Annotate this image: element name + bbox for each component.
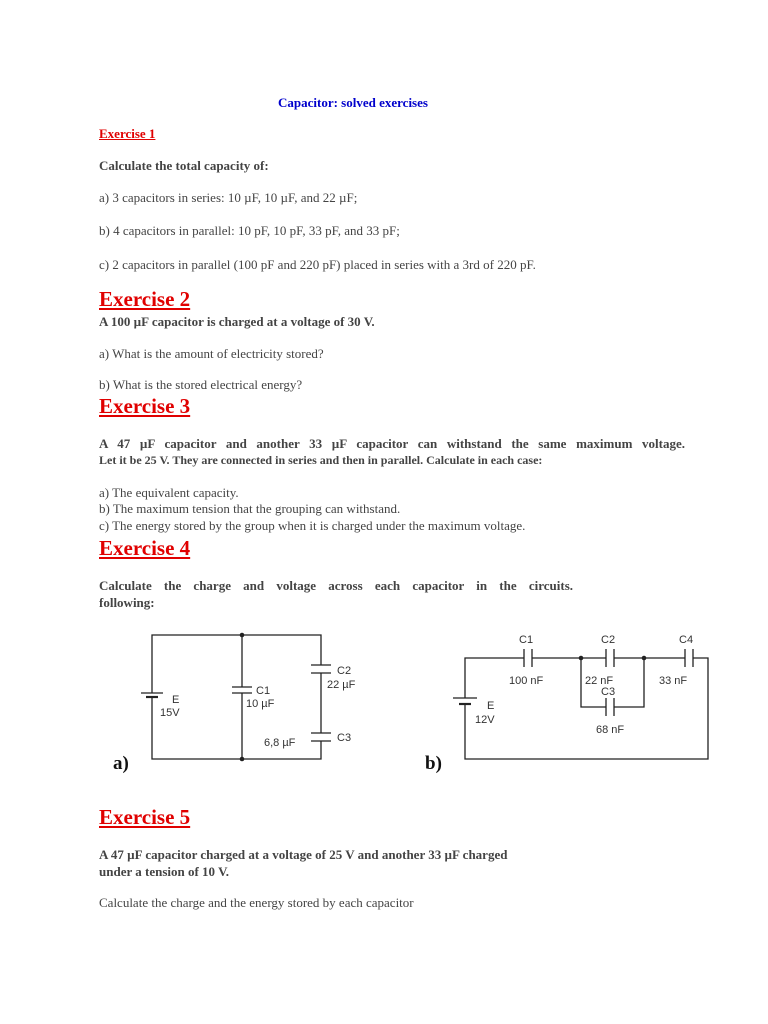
circuit-b-label: b) [425, 753, 442, 774]
exercise-5-statement-line-1: A 47 µF capacitor charged at a voltage of 25 V and another 33 µF charged [99, 847, 508, 862]
battery-b-value: 12V [475, 714, 495, 726]
exercise-4-statement-line-2: following: [99, 595, 155, 610]
c4-b-value: 33 nF [659, 675, 688, 687]
junction-dot [240, 757, 245, 762]
exercise-1-item-a: a) 3 capacitors in series: 10 µF, 10 µF, and 22 µF; [99, 190, 358, 205]
exercise-3-heading: Exercise 3 [99, 394, 191, 418]
exercise-1-heading: Exercise 1 [99, 126, 156, 141]
c3-b-value: 68 nF [596, 724, 625, 736]
c1-b-value: 100 nF [509, 675, 544, 687]
c1-a-name: C1 [256, 685, 271, 697]
battery-a-name: E [172, 694, 180, 706]
exercise-3-item-c: c) The energy stored by the group when it is charged under the maximum voltage. [99, 518, 526, 533]
c3-b-name: C3 [601, 686, 616, 698]
exercise-5-statement-line-2: under a tension of 10 V. [99, 864, 230, 879]
junction-dot [240, 633, 245, 638]
exercise-1-item-b: b) 4 capacitors in parallel: 10 pF, 10 pF, 33 pF, and 33 pF; [99, 223, 400, 238]
junction-dot [642, 656, 647, 661]
c2-b-value: 22 nF [585, 675, 614, 687]
exercise-3-item-a: a) The equivalent capacity. [99, 485, 239, 500]
page-title: Capacitor: solved exercises [278, 95, 428, 110]
exercise-5-question: Calculate the charge and the energy stored by each capacitor [99, 895, 414, 910]
exercise-5-heading: Exercise 5 [99, 805, 191, 829]
c3-a-name: C3 [337, 732, 352, 744]
battery-b-name: E [487, 700, 495, 712]
c1-a-value: 10 µF [246, 698, 275, 710]
exercise-2-heading: Exercise 2 [99, 287, 191, 311]
c2-a-value: 22 µF [327, 679, 356, 691]
exercise-3-statement-line-2: Let it be 25 V. They are connected in series and then in parallel. Calculate in each case: [99, 453, 543, 467]
exercise-2-intro: A 100 µF capacitor is charged at a voltage of 30 V. [99, 314, 375, 329]
c2-a-name: C2 [337, 665, 352, 677]
c3-a-value: 6,8 µF [264, 737, 296, 749]
junction-dot [579, 656, 584, 661]
exercise-1-item-c: c) 2 capacitors in parallel (100 pF and 220 pF) placed in series with a 3rd of 220 pF. [99, 257, 536, 272]
circuit-a-label: a) [113, 753, 129, 774]
exercise-2-item-a: a) What is the amount of electricity stored? [99, 346, 324, 361]
circuit-b-diagram [420, 628, 720, 778]
c2-b-name: C2 [601, 634, 616, 646]
exercise-2-item-b: b) What is the stored electrical energy? [99, 377, 303, 392]
exercise-3-item-b: b) The maximum tension that the grouping can withstand. [99, 501, 401, 516]
exercise-3-statement-line-1: A 47 µF capacitor and another 33 µF capacitor can withstand the same maximum voltage. [99, 436, 685, 451]
c4-b-name: C4 [679, 634, 694, 646]
circuit-a-diagram [100, 625, 390, 785]
battery-a-value: 15V [160, 707, 180, 719]
exercise-1-intro: Calculate the total capacity of: [99, 158, 269, 173]
exercise-4-statement-line-1: Calculate the charge and voltage across each capacitor in the circuits. [99, 578, 573, 593]
exercise-4-heading: Exercise 4 [99, 536, 191, 560]
c1-b-name: C1 [519, 634, 534, 646]
